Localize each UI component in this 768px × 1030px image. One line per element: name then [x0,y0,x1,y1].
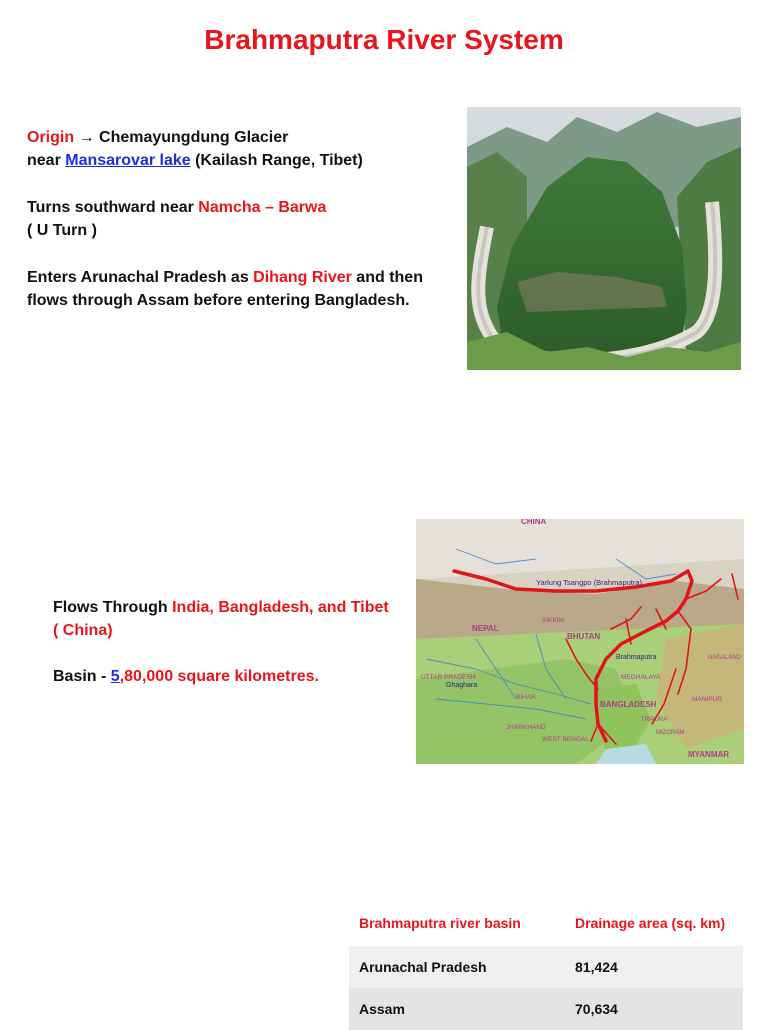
flows-label: Flows Through [53,599,173,616]
brahmaputra-basin-map [416,519,744,764]
table-header-area: Drainage area (sq. km) [575,915,726,931]
basin-rest: ,80,000 square kilometres. [119,668,319,685]
kailash-text: (Kailash Range, Tibet) [190,152,363,169]
map-label-brahmaputra: Brahmaputra [616,654,657,661]
table-cell-state: Assam [359,1001,405,1017]
drainage-area-table [349,900,743,1030]
map-label-mizoram: MIZORAM [656,730,685,736]
basin-paragraph [53,665,393,688]
map-label-manipur: MANIPUR [692,696,722,703]
flows-countries: India, Bangladesh, and Tibet ( China) [53,599,389,639]
map-label-china: CHINA [521,519,547,526]
dihang-river: Dihang River [253,269,352,286]
origin-glacier: Chemayungdung Glacier [94,129,289,146]
map-label-meghalaya: MEGHALAYA [621,674,661,681]
u-turn-text: ( U Turn ) [27,222,97,239]
table-cell-area: 70,634 [575,1001,618,1017]
map-label-jharkhand: JHARKHAND [506,724,546,731]
map-label-tripura: TRIPURA [641,717,668,723]
table-header-row [349,900,743,946]
enters-rest: and then flows through Assam before entering Bangladesh. [27,269,423,309]
turn-paragraph [27,196,447,242]
u-turn-gorge-photo [467,107,741,370]
table-row [349,946,743,988]
arrow-glyph: → [78,129,95,146]
map-label-bihar: BIHAR [516,694,536,701]
namcha-barwa: Namcha – Barwa [198,199,327,216]
enters-text: Enters Arunachal Pradesh as [27,269,254,286]
map-label-nepal: NEPAL [472,624,499,633]
map-label-yarlung: Yarlung Tsangpo (Brahmaputra) [536,578,643,587]
table-cell-state: Arunachal Pradesh [359,959,487,975]
basin-label: Basin - [53,668,111,685]
enters-paragraph [27,266,427,312]
origin-label: Origin [27,129,75,146]
flows-paragraph [53,596,393,642]
map-label-ghaghara: Ghaghara [446,682,478,689]
basin-first-digit: 5 [110,668,120,685]
map-label-bhutan: BHUTAN [567,632,601,641]
table-header-basin: Brahmaputra river basin [359,915,521,931]
page-title: Brahmaputra River System [204,24,564,55]
table-cell-area: 81,424 [575,959,618,975]
origin-paragraph [27,126,447,172]
turn-text: Turns southward near [27,199,199,216]
map-label-nagaland: NAGALAND [708,655,742,661]
map-label-myanmar: MYANMAR [688,750,730,759]
near-text: near [27,152,66,169]
map-label-uttar-pradesh: UTTAR PRADESH [421,674,476,681]
map-label-sikkim: SIKKIM [542,617,565,624]
map-label-bangladesh: BANGLADESH [600,700,657,709]
map-label-west-bengal: WEST BENGAL [542,736,589,743]
mansarovar-lake-link[interactable]: Mansarovar lake [65,152,191,169]
